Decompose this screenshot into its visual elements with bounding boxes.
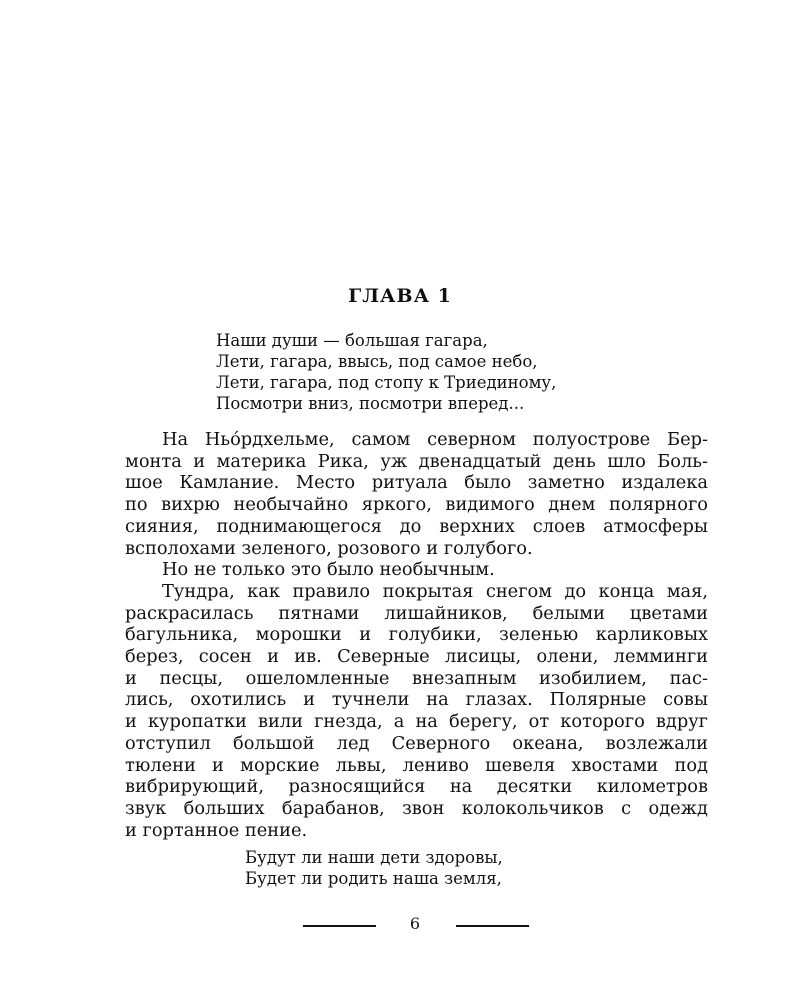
paragraph-line: На Ньóрдхельме, самом северном полуострове Бер-: [162, 429, 708, 450]
page-number: 6: [409, 914, 421, 933]
epigraph-line: Наши души — большая гагара,: [216, 331, 488, 350]
paragraph-line: сияния, поднимающегося до верхних слоев атмосферы: [125, 515, 708, 537]
paragraph-line: тюлени и морские львы, лениво шевеля хвостами под: [125, 754, 708, 776]
body-text: [125, 429, 708, 841]
paragraph-line: лись, охотились и тучнели на глазах. Полярные совы: [125, 689, 708, 711]
epigraph-line: Посмотри вниз, посмотри вперед...: [216, 394, 525, 413]
verse-line: Будет ли родить наша земля,: [245, 869, 502, 888]
paragraph-line: берез, сосен и ив. Северные лисицы, олени, лемминги: [125, 646, 708, 668]
chapter-title: ГЛАВА 1: [348, 285, 452, 307]
paragraph-line: отступил большой лед Северного океана, возлежали: [125, 732, 708, 754]
footer-rule-left: [303, 925, 376, 927]
epigraph: [216, 330, 556, 414]
paragraph-line: багульника, морошки и голубики, зеленью карликовых: [125, 624, 708, 646]
paragraph-line: по вихрю необычайно яркого, видимого днем полярного: [125, 494, 708, 516]
paragraph-line: всполохами зеленого, розового и голубого.: [125, 537, 533, 559]
footer-rule-right: [456, 925, 529, 927]
paragraph-line: звук больших барабанов, звон колокольчиков с одежд: [125, 797, 708, 819]
epigraph-line: Лети, гагара, под стопу к Триединому,: [216, 373, 557, 392]
paragraph-line: и куропатки вили гнезда, а на берегу, от которого вдруг: [125, 711, 708, 733]
epigraph-line: Лети, гагара, ввысь, под самое небо,: [216, 352, 538, 371]
paragraph-line: Тундра, как правило покрытая снегом до конца мая,: [162, 580, 708, 602]
paragraph-line: шое Камлание. Место ритуала было заметно издалека: [125, 472, 708, 494]
paragraph-line: и гортанное пение.: [125, 819, 308, 841]
verse-line: Будут ли наши дети здоровы,: [245, 848, 503, 867]
paragraph-line: монта и материка Рика, уж двенадцатый день шло Боль-: [125, 450, 708, 472]
verse: [245, 847, 503, 889]
paragraph-line: и песцы, ошеломленные внезапным изобилием, пас-: [125, 667, 708, 689]
paragraph-line: вибрирующий, разносящийся на десятки километров: [125, 776, 708, 798]
paragraph-line: Но не только это было необычным.: [162, 559, 495, 581]
page-footer: [0, 914, 800, 936]
paragraph-line: раскрасилась пятнами лишайников, белыми цветами: [125, 602, 708, 624]
